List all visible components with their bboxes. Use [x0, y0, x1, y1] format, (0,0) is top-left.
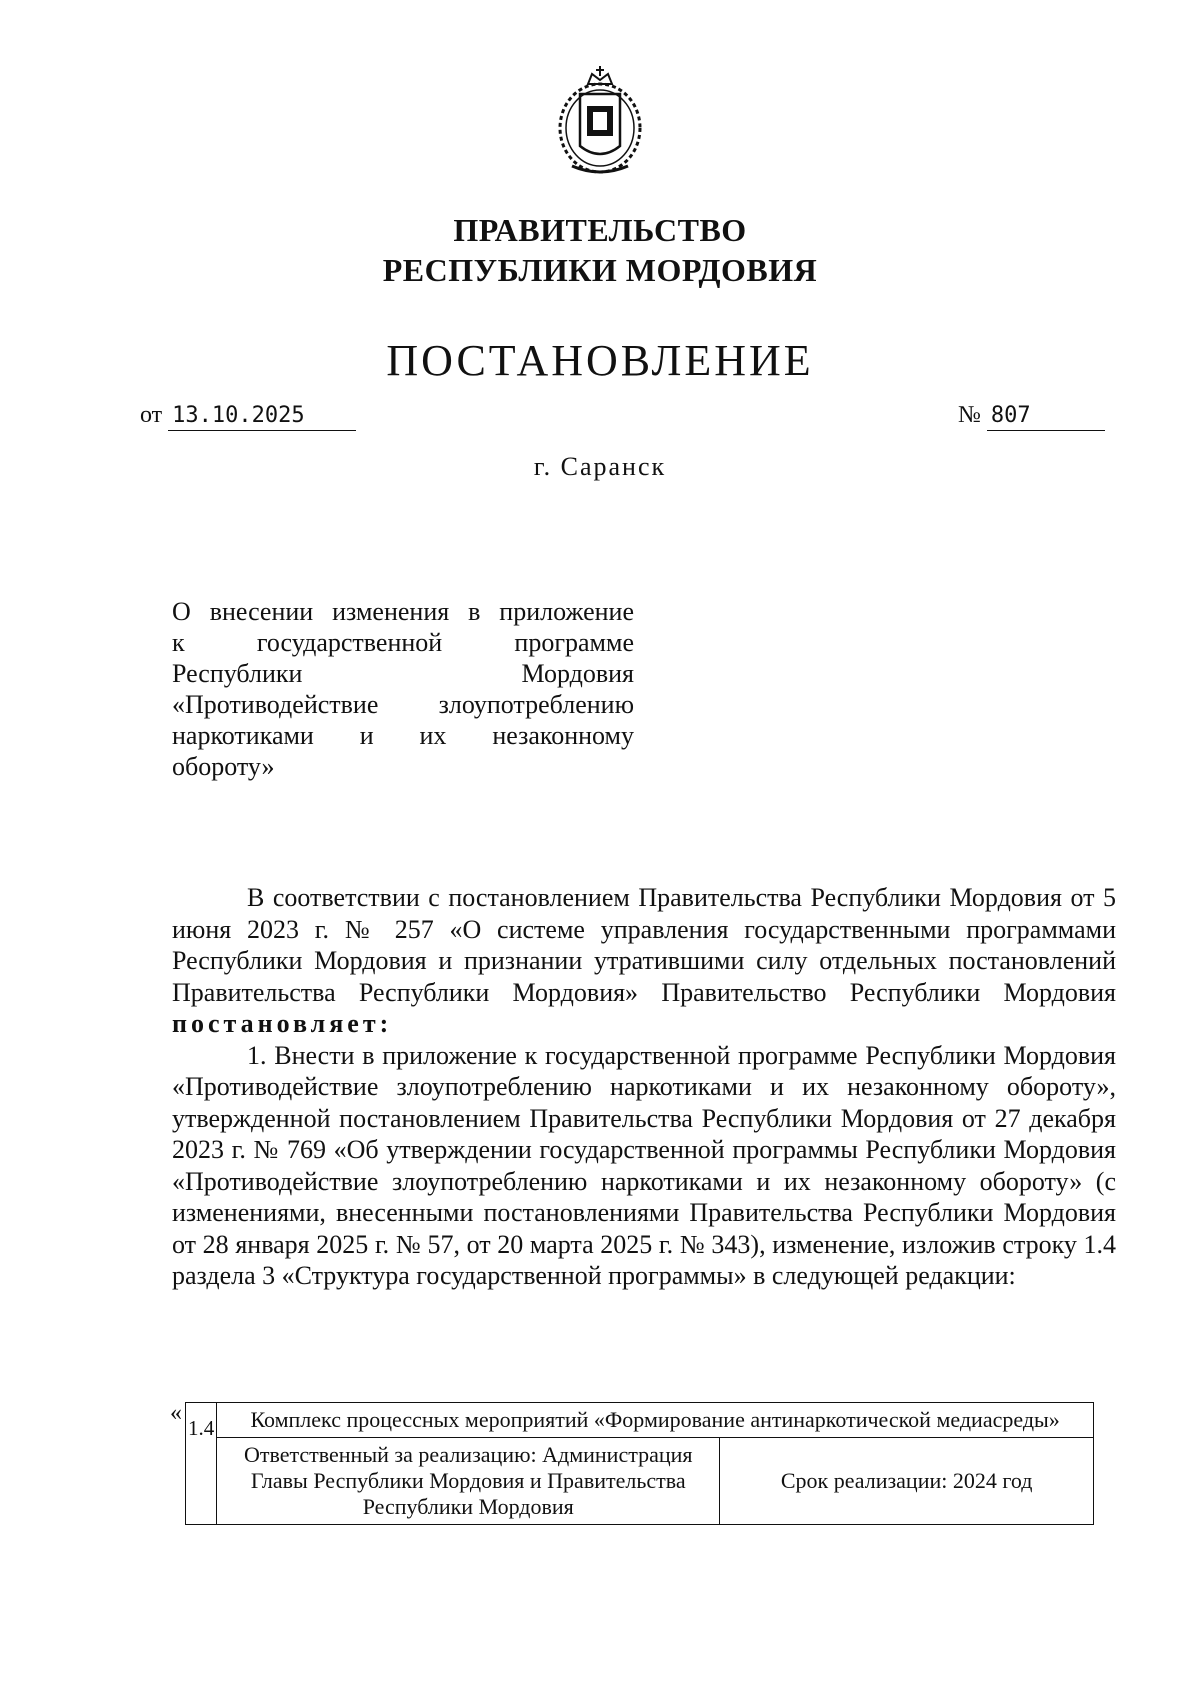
document-type: ПОСТАНОВЛЕНИЕ [386, 336, 814, 385]
program-structure-table [185, 1402, 1094, 1525]
number-prefix: № [958, 402, 981, 428]
responsible-cell: Ответственный за реализацию: Администрация Главы Республики Мордовия и Правительства Республики Мордовия [217, 1438, 720, 1525]
document-number [958, 402, 1105, 431]
subject-line: О внесении изменения в приложение [172, 597, 634, 626]
document-subject [172, 596, 634, 782]
organization-name-line1: ПРАВИТЕЛЬСТВО [453, 212, 747, 248]
date-prefix: от [140, 402, 163, 428]
organization-name-line2: РЕСПУБЛИКИ МОРДОВИЯ [382, 252, 818, 288]
subject-line: обороту» [172, 752, 275, 781]
complex-title-cell: Комплекс процессных мероприятий «Формирование антинаркотической медиасреды» [217, 1403, 1094, 1438]
subject-line: Республики Мордовия [172, 659, 634, 688]
subject-line: «Противодействие злоупотреблению [172, 690, 634, 719]
date-value: 13.10.2025 [168, 403, 356, 431]
row-number: 1.4 [186, 1403, 217, 1525]
opening-quote: « [170, 1400, 182, 1426]
number-value: 807 [987, 403, 1105, 431]
subject-line: к государственной программе [172, 628, 634, 657]
decree-word: постановляет: [172, 1009, 393, 1038]
city: г. Саранск [533, 452, 667, 481]
subject-line: наркотиками и их незаконному [172, 721, 634, 750]
table-row [186, 1403, 1094, 1438]
table-row [186, 1438, 1094, 1525]
term-cell: Срок реализации: 2024 год [720, 1438, 1094, 1525]
preamble-paragraph [172, 882, 1116, 1040]
document-date [140, 402, 356, 431]
clause-1-paragraph: 1. Внести в приложение к государственной программе Республики Мордовия «Противодействие злоупотреблению наркотиками и их незаконному обороту», утвержденной постановлением Правительства Республики Мордовия от 27 декабря 2023 г. № 769 «Об утверждении государственной программы Республики Мордовия «Противодействие злоупотреблению наркотиками и их незаконному обороту» (с изменениями, внесенными постановлениями Правительства Республики Мордовия от 28 января 2025 г. № 57, от 20 марта 2025 г. № 343), изменение, изложив строку 1.4 раздела 3 «Структура государственной программы» в следующей редакции: [172, 1040, 1116, 1290]
coat-of-arms-emblem [550, 62, 650, 182]
preamble-text: В соответствии с постановлением Правительства Республики Мордовия от 5 июня 2023 г. № 257 «О системе управления государственными программами Республики Мордовия и признании утратившими силу отдельных постановлений Правительства Республики Мордовия» Правительство Республики Мордовия [172, 883, 1116, 1007]
document-body [172, 882, 1116, 1292]
